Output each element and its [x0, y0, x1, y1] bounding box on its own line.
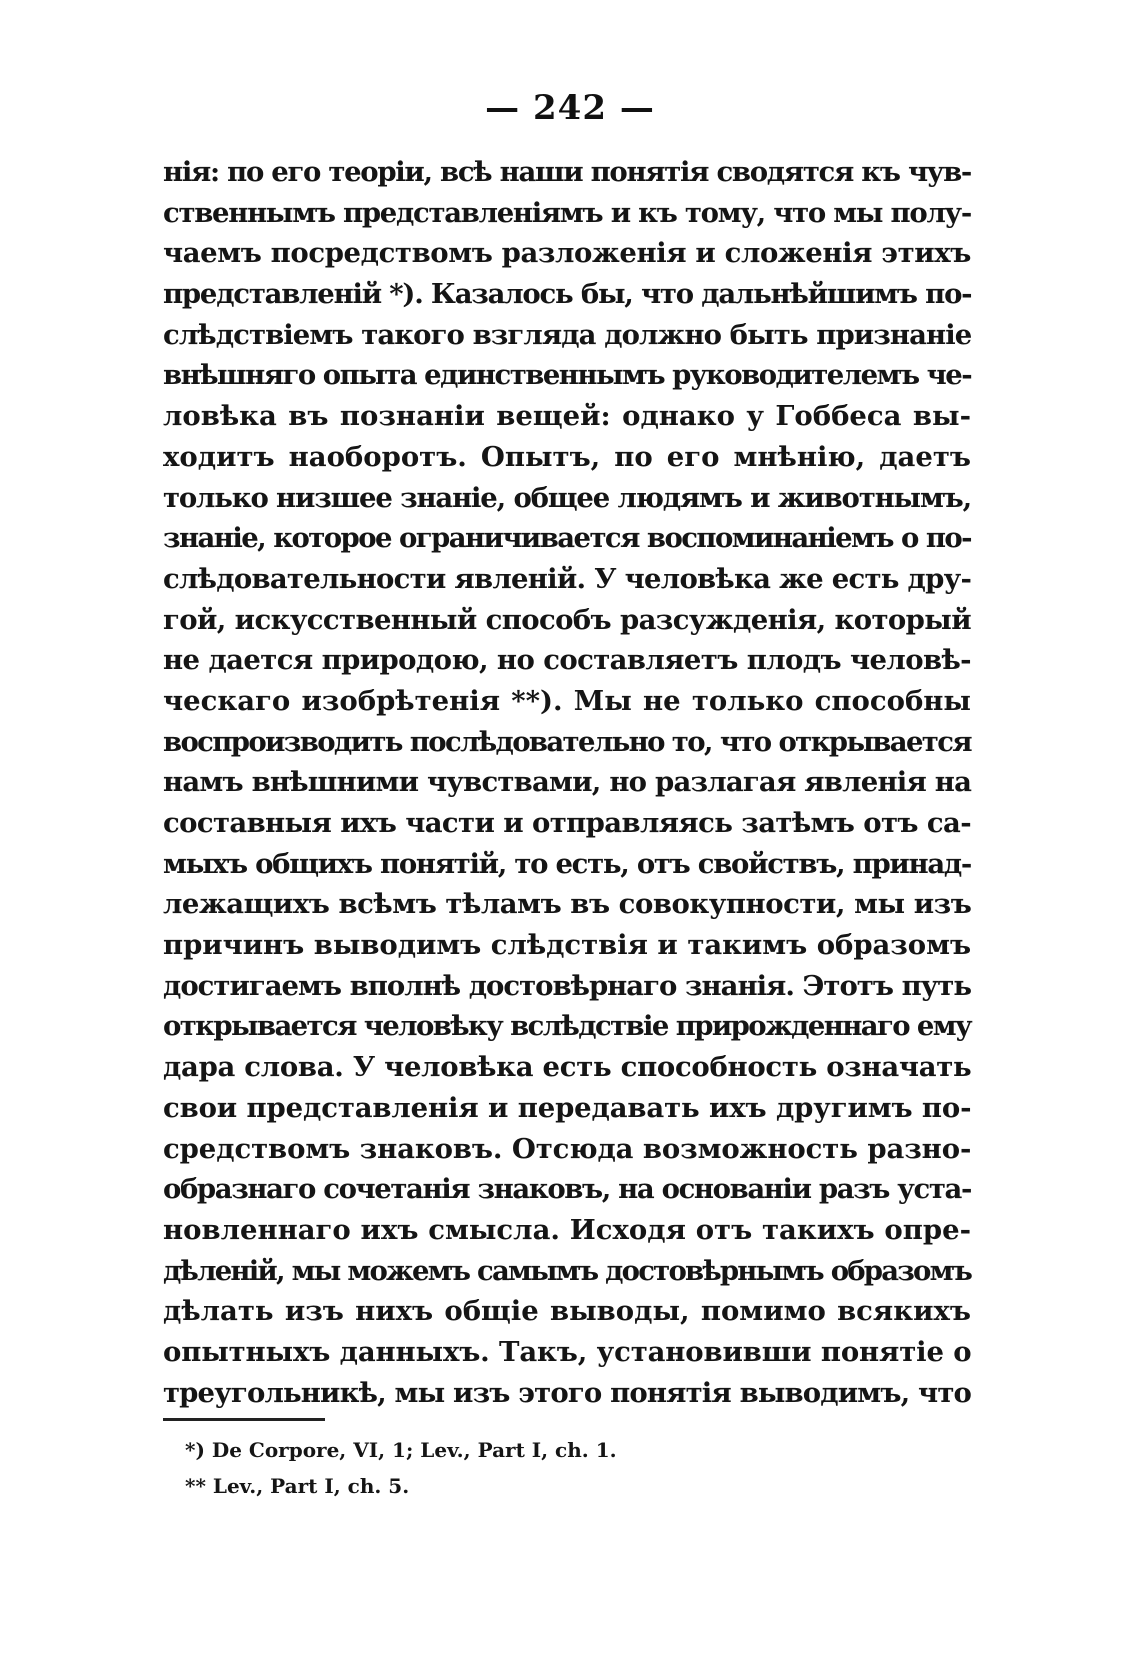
main-text	[163, 152, 971, 1413]
text-line: средствомъ знаковъ. Отсюда возможность разно-	[163, 1132, 972, 1165]
text-line: образнаго сочетанія знаковъ, на основаніи разъ уста-	[163, 1173, 971, 1206]
text-line: знаніе, которое ограничивается воспоминаніемъ о по-	[163, 522, 971, 555]
text-line: открывается человѣку вслѣдствіе прирожденнаго ему	[163, 1010, 972, 1043]
page-number: — 242 —	[485, 88, 655, 128]
text-line: ственнымъ представленіямъ и къ тому, что мы полу-	[163, 196, 971, 229]
text-line: опытныхъ данныхъ. Такъ, установивши понятіе о	[163, 1335, 972, 1368]
text-line: нія: по его теоріи, всѣ наши понятія сводятся къ чув-	[163, 156, 971, 188]
text-line: намъ внѣшними чувствами, но разлагая явленія на	[163, 766, 972, 799]
text-line: причинъ выводимъ слѣдствія и такимъ образомъ	[163, 929, 971, 962]
text-line: не дается природою, но составляетъ плодъ человѣ-	[163, 644, 971, 677]
text-line: ходитъ наоборотъ. Опытъ, по его мнѣнію, даетъ	[163, 440, 971, 473]
text-line: чаемъ посредствомъ разложенія и сложенія этихъ	[163, 237, 971, 270]
text-line: составныя ихъ части и отправляясь затѣмъ отъ са-	[163, 807, 971, 839]
text-line: мыхъ общихъ понятій, то есть, отъ свойствъ, принад-	[163, 847, 971, 880]
text-line: слѣдствіемъ такого взгляда должно быть признаніе	[163, 318, 972, 351]
text-line: дѣлать изъ нихъ общіе выводы, помимо всякихъ	[163, 1295, 971, 1328]
text-line: достигаемъ вполнѣ достовѣрнаго знанія. Этотъ путь	[163, 969, 971, 1002]
text-line: ловѣка въ познаніи вещей: однако у Гоббеса вы-	[163, 400, 971, 433]
text-line: ческаго изобрѣтенія **). Мы не только способны	[163, 684, 971, 717]
text-line: дѣленій, мы можемъ самымъ достовѣрнымъ образомъ	[163, 1254, 971, 1287]
text-line: гой, искусственный способъ разсужденія, который	[163, 603, 971, 636]
text-line: слѣдовательности явленій. У человѣка же есть дру-	[163, 562, 972, 595]
footnote: ** Lev., Part I, ch. 5.	[185, 1474, 410, 1498]
footnotes	[185, 1432, 617, 1504]
text-line: треугольникѣ, мы изъ этого понятія выводимъ, что	[163, 1376, 971, 1409]
text-line: дара слова. У человѣка есть способность означать	[163, 1051, 972, 1084]
text-line: только низшее знаніе, общее людямъ и животнымъ,	[163, 481, 971, 514]
text-line: лежащихъ всѣмъ тѣламъ въ совокупности, мы изъ	[163, 888, 972, 921]
text-line: представленій *). Казалось бы, что дальнѣйшимъ по-	[163, 278, 972, 311]
footnote-divider	[163, 1418, 325, 1421]
text-line: воспроизводить послѣдовательно то, что открывается	[163, 725, 971, 758]
text-line: новленнаго ихъ смысла. Исходя отъ такихъ опре-	[163, 1213, 971, 1246]
footnote: *) De Corpore, VI, 1; Lev., Part I, ch. 1.	[185, 1438, 617, 1462]
text-line: внѣшняго опыта единственнымъ руководителемъ че-	[163, 359, 972, 392]
text-line: свои представленія и передавать ихъ другимъ по-	[163, 1091, 972, 1124]
